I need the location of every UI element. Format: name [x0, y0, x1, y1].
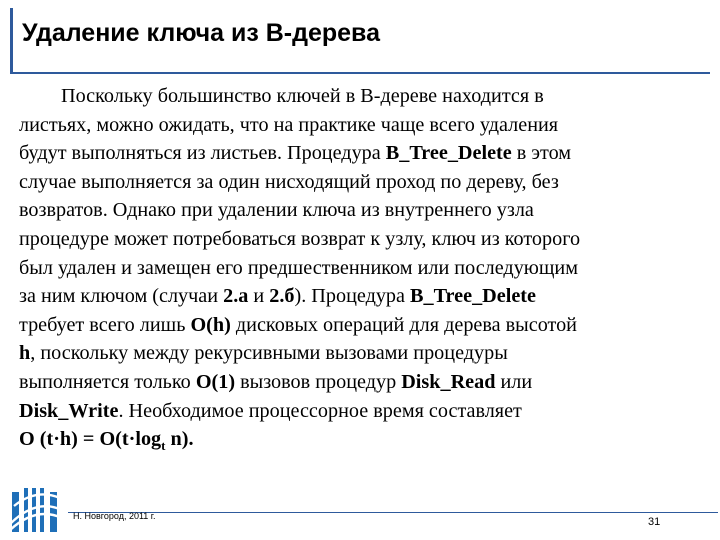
procedure-name: Disk_Write	[19, 399, 119, 422]
text: ). Процедура	[294, 285, 411, 308]
procedure-name: B_Tree_Delete	[385, 142, 512, 165]
text: и	[248, 285, 270, 308]
body-line-1	[19, 82, 709, 111]
text: или	[495, 370, 533, 393]
procedure-name: Disk_Read	[401, 370, 496, 393]
body-line-7	[19, 254, 709, 283]
complexity: O(h)	[190, 313, 231, 336]
body-line-10	[19, 339, 709, 368]
body-line-8	[19, 282, 709, 311]
body-line-3	[19, 139, 709, 168]
text: выполняется только	[19, 370, 196, 393]
case-ref: 2.б	[269, 285, 295, 308]
formula	[19, 428, 194, 454]
text: , поскольку между рекурсивными вызовами процедуры	[30, 342, 508, 365]
slide-title: Удаление ключа из B-дерева	[22, 19, 380, 47]
variable: h	[19, 342, 31, 365]
log-base: t	[161, 438, 166, 454]
text: . Необходимое процессорное время составляет	[118, 399, 522, 422]
formula-part: O (t·h) = O(t·log	[19, 428, 162, 451]
footer-location-date: Н. Новгород, 2011 г.	[73, 511, 156, 521]
body-line-5	[19, 196, 709, 225]
text: возвратов. Однако при удалении ключа из внутреннего узла	[19, 199, 534, 222]
body-line-6	[19, 225, 709, 254]
body-line-2	[19, 111, 709, 140]
text: был удален и замещен его предшественником или последующим	[19, 256, 578, 279]
footer-divider	[68, 512, 718, 513]
body-line-12	[19, 397, 709, 426]
text: дисковых операций для дерева высотой	[230, 313, 577, 336]
text: случае выполняется за один нисходящий проход по дереву, без	[19, 170, 559, 193]
slide-body	[19, 82, 709, 454]
complexity: O(1)	[195, 370, 236, 393]
procedure-name: B_Tree_Delete	[410, 285, 536, 308]
text: Поскольку большинство ключей в B-дереве находится в	[61, 85, 544, 107]
university-logo-icon	[6, 484, 66, 536]
text: листьях, можно ожидать, что на практике чаще всего удаления	[19, 113, 559, 136]
page-number: 31	[648, 516, 661, 528]
body-line-4	[19, 168, 709, 197]
text: будут выполняться из листьев. Процедура	[19, 142, 386, 165]
body-line-9	[19, 311, 709, 340]
body-line-13	[19, 425, 709, 454]
text: вызовов процедур	[235, 370, 402, 393]
body-line-11	[19, 368, 709, 397]
formula-part: n).	[165, 428, 194, 451]
text: процедуре может потребоваться возврат к узлу, ключ из которого	[19, 227, 581, 250]
text: за ним ключом (случаи	[19, 285, 224, 308]
case-ref: 2.а	[223, 285, 249, 308]
text: требует всего лишь	[19, 313, 191, 336]
text: в этом	[511, 142, 572, 165]
